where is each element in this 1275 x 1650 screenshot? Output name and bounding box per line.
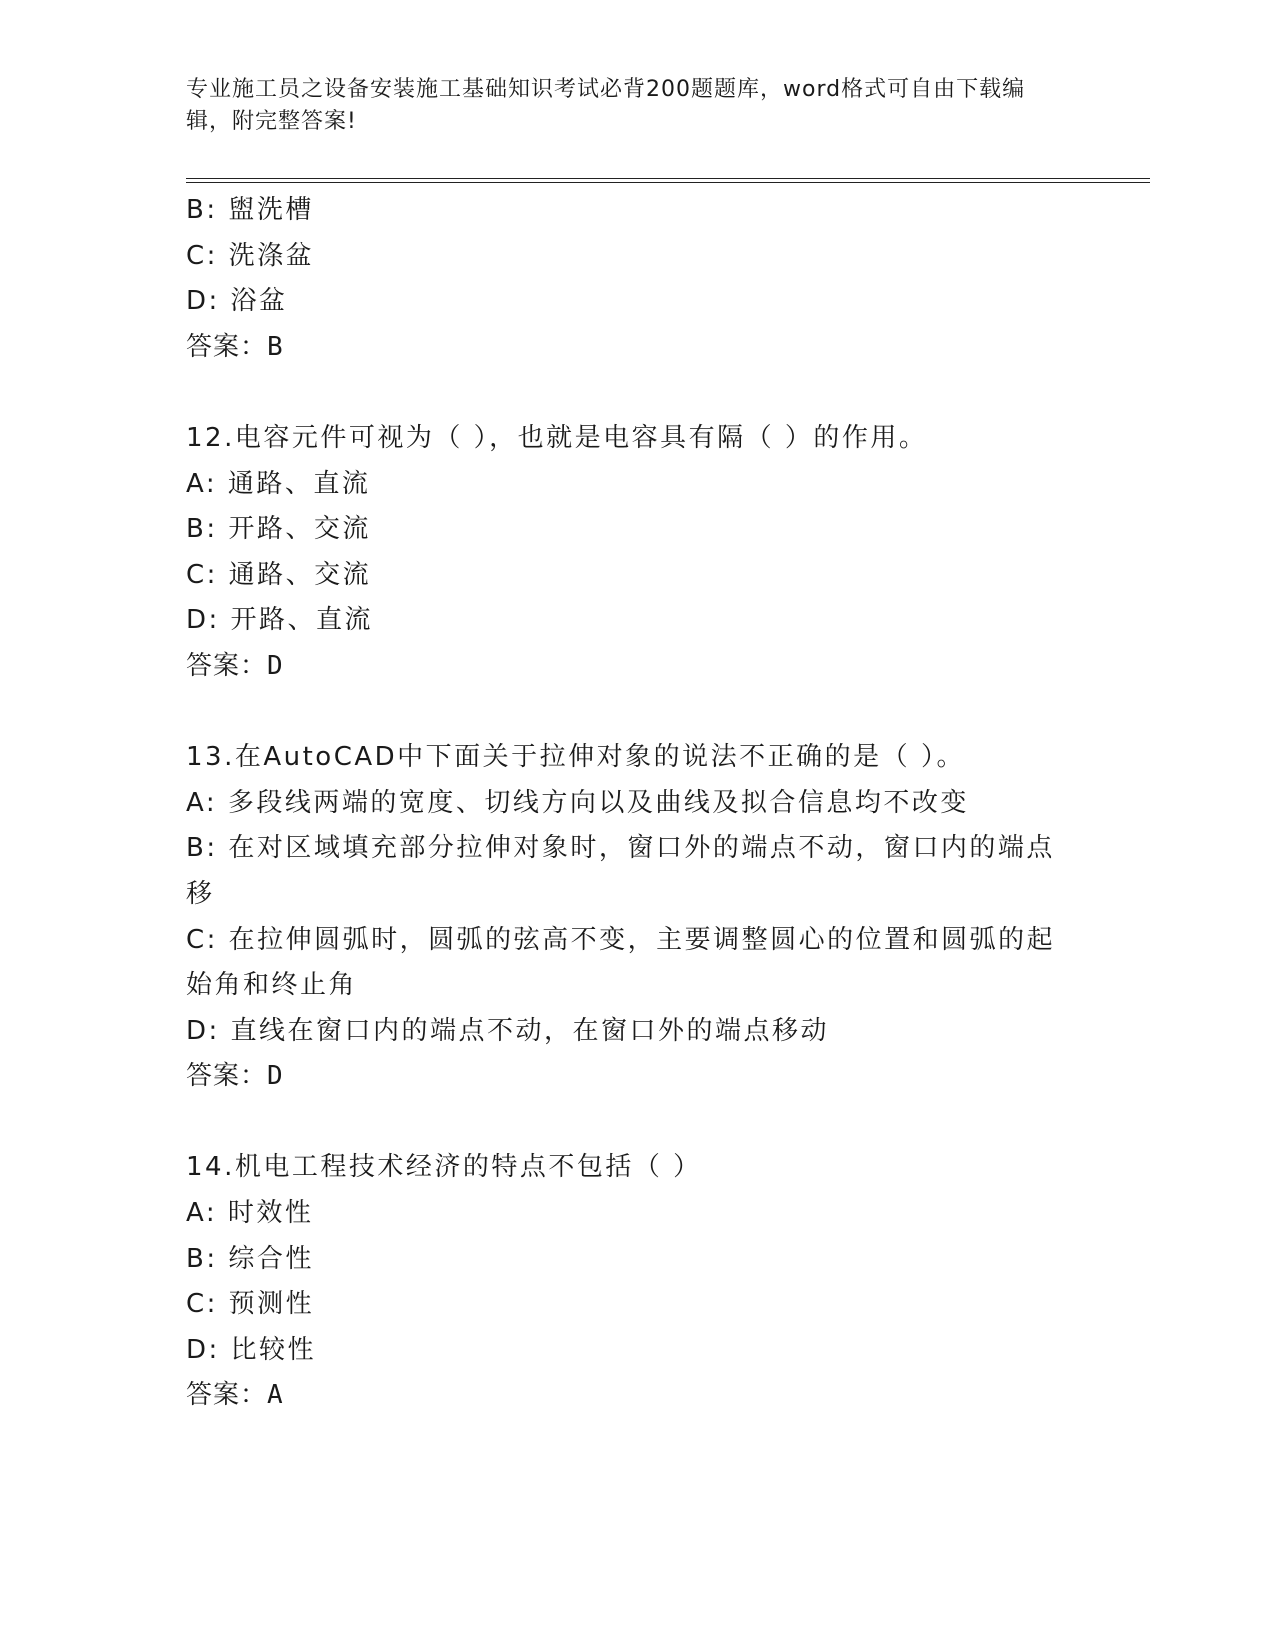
question-12 <box>186 416 1076 690</box>
question-stem: 14.机电工程技术经济的特点不包括（ ） <box>186 1152 702 1183</box>
answer: 答案：D <box>186 1061 284 1092</box>
question-14 <box>186 1145 1076 1419</box>
question-continuation <box>186 188 1076 370</box>
option-d: D: 开路、直流 <box>186 605 374 636</box>
question-spacer <box>186 370 1076 416</box>
question-content <box>186 188 1076 1419</box>
document-header <box>186 74 1066 138</box>
header-divider <box>186 178 1150 183</box>
option-c: C: 预测性 <box>186 1289 315 1320</box>
option-d: D: 直线在窗口内的端点不动，在窗口外的端点移动 <box>186 1015 830 1046</box>
option-a: A: 多段线两端的宽度、切线方向以及曲线及拟合信息均不改变 <box>186 787 969 818</box>
answer: 答案：A <box>186 1380 284 1411</box>
document-title: 专业施工员之设备安装施工基础知识考试必背200题题库，word格式可自由下载编辑，附完整答案! <box>186 77 1026 134</box>
question-13 <box>186 735 1076 1100</box>
question-spacer <box>186 690 1076 736</box>
question-stem: 12.电容元件可视为（ ），也就是电容具有隔（ ）的作用。 <box>186 422 928 453</box>
answer: 答案：D <box>186 650 284 681</box>
option-d: D: 比较性 <box>186 1334 317 1365</box>
option-b: B: 开路、交流 <box>186 514 371 545</box>
option-c: C: 洗涤盆 <box>186 240 315 271</box>
option-a: A: 通路、直流 <box>186 468 371 499</box>
question-spacer <box>186 1100 1076 1146</box>
option-c: C: 在拉伸圆弧时，圆弧的弦高不变，主要调整圆心的位置和圆弧的起始角和终止角 <box>186 924 1056 1001</box>
question-stem: 13.在AutoCAD中下面关于拉伸对象的说法不正确的是（ ）。 <box>186 742 965 773</box>
option-b: B: 盥洗槽 <box>186 195 314 225</box>
option-b: B: 综合性 <box>186 1243 314 1274</box>
option-a: A: 时效性 <box>186 1198 314 1229</box>
option-d: D: 浴盆 <box>186 286 288 317</box>
option-c: C: 通路、交流 <box>186 559 372 590</box>
option-b: B: 在对区域填充部分拉伸对象时，窗口外的端点不动，窗口内的端点移 <box>186 833 1055 909</box>
answer: 答案：B <box>186 331 284 362</box>
